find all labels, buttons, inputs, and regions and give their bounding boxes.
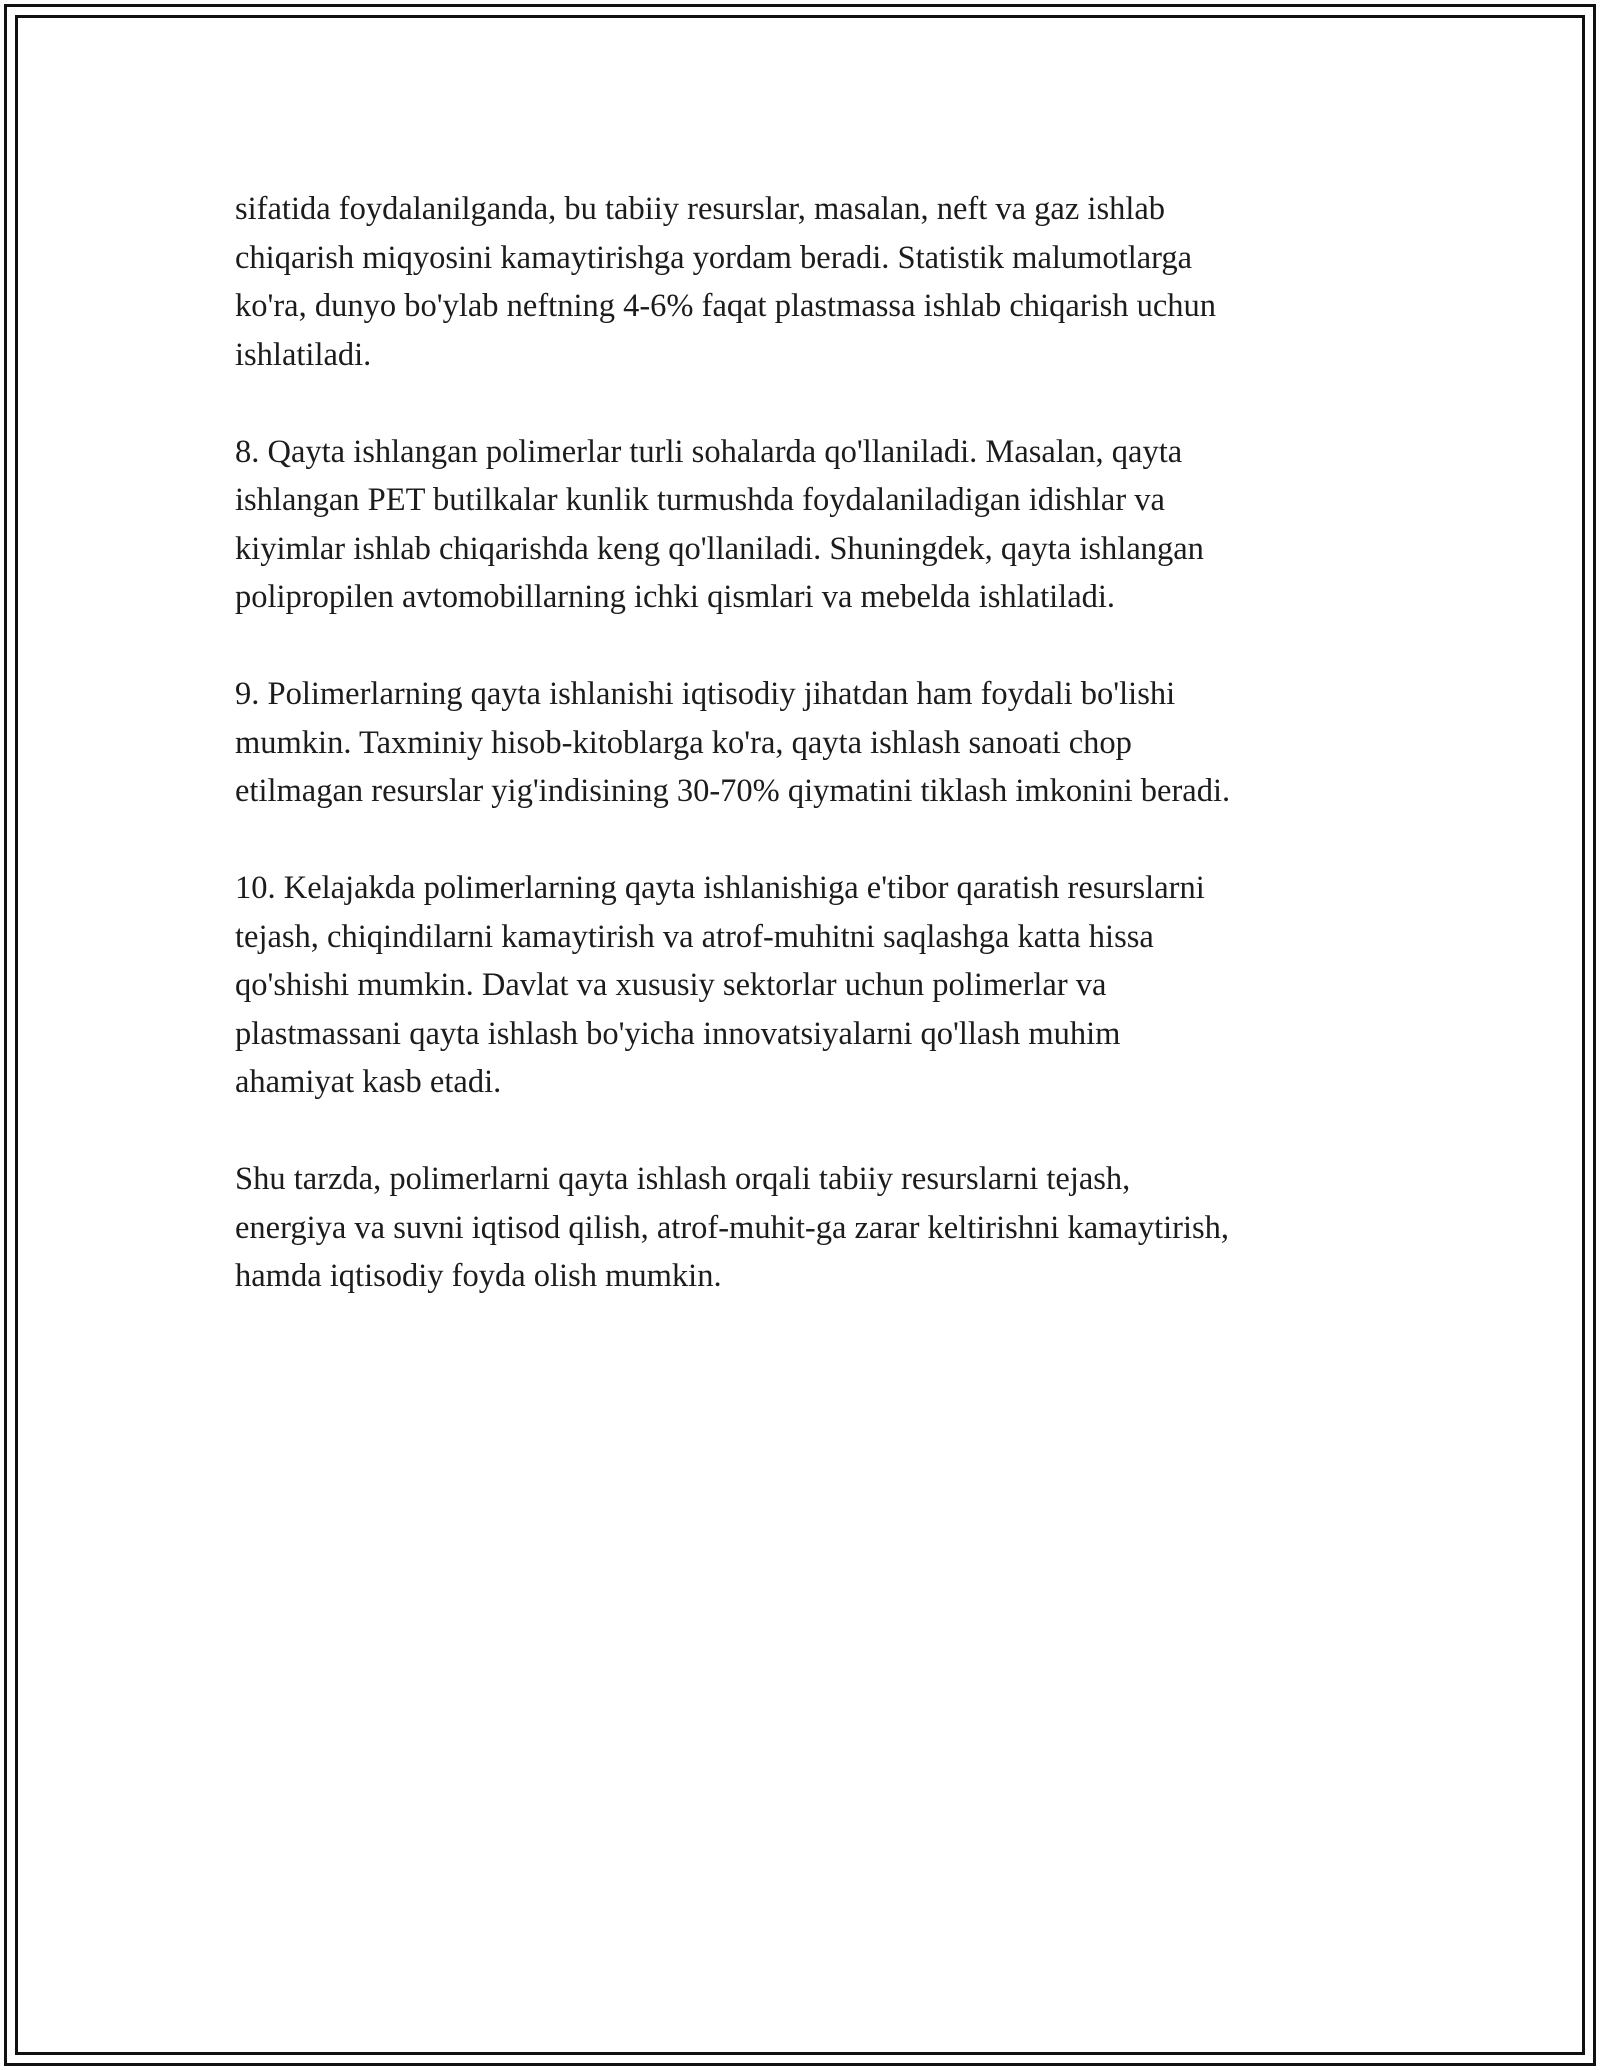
text-line: sifatida foydalanilganda, bu tabiiy resurslar, masalan, neft va gaz ishlab	[235, 191, 1166, 227]
document-body	[235, 185, 1375, 1349]
text-line: ahamiyat kasb etadi.	[235, 1064, 502, 1100]
text-line: tejash, chiqindilarni kamaytirish va atrof-muhitni saqlashga katta hissa	[235, 918, 1154, 955]
text-line: chiqarish miqyosini kamaytirishga yordam beradi. Statistik malumotlarga	[235, 239, 1193, 276]
paragraph-continuation	[235, 185, 1375, 379]
text-line: ishlatiladi.	[235, 336, 372, 373]
text-line: plastmassani qayta ishlash bo'yicha innovatsiyalarni qo'llash muhim	[235, 1015, 1121, 1052]
text-line: 8. Qayta ishlangan polimerlar turli sohalarda qo'llaniladi. Masalan, qayta	[235, 433, 1183, 470]
text-line: energiya va suvni iqtisod qilish, atrof-muhit-ga zarar keltirishni kamaytirish,	[235, 1209, 1230, 1246]
text-line: 10. Kelajakda polimerlarning qayta ishlanishiga e'tibor qaratish resurslarni	[235, 870, 1205, 906]
text-line: hamda iqtisodiy foyda olish mumkin.	[235, 1258, 722, 1294]
text-line: ishlangan PET butilkalar kunlik turmushda foydalaniladigan idishlar va	[235, 482, 1165, 518]
paragraph-item-10	[235, 864, 1375, 1107]
text-line: etilmagan resurslar yig'indisining 30-70% qiymatini tiklash imkonini beradi.	[235, 773, 1231, 809]
paragraph-conclusion	[235, 1155, 1375, 1301]
text-line: kiyimlar ishlab chiqarishda keng qo'llaniladi. Shuningdek, qayta ishlangan	[235, 530, 1204, 567]
text-line: ko'ra, dunyo bo'ylab neftning 4-6% faqat plastmassa ishlab chiqarish uchun	[235, 288, 1217, 324]
text-line: 9. Polimerlarning qayta ishlanishi iqtisodiy jihatdan ham foydali bo'lishi	[235, 676, 1176, 712]
paragraph-item-9	[235, 670, 1375, 816]
text-line: Shu tarzda, polimerlarni qayta ishlash orqali tabiiy resurslarni tejash,	[235, 1161, 1131, 1197]
text-line: polipropilen avtomobillarning ichki qismlari va mebelda ishlatiladi.	[235, 579, 1116, 615]
text-line: mumkin. Taxminiy hisob-kitoblarga ko'ra, qayta ishlash sanoati chop	[235, 724, 1132, 761]
paragraph-item-8	[235, 428, 1375, 622]
text-line: qo'shishi mumkin. Davlat va xususiy sektorlar uchun polimerlar va	[235, 967, 1107, 1003]
